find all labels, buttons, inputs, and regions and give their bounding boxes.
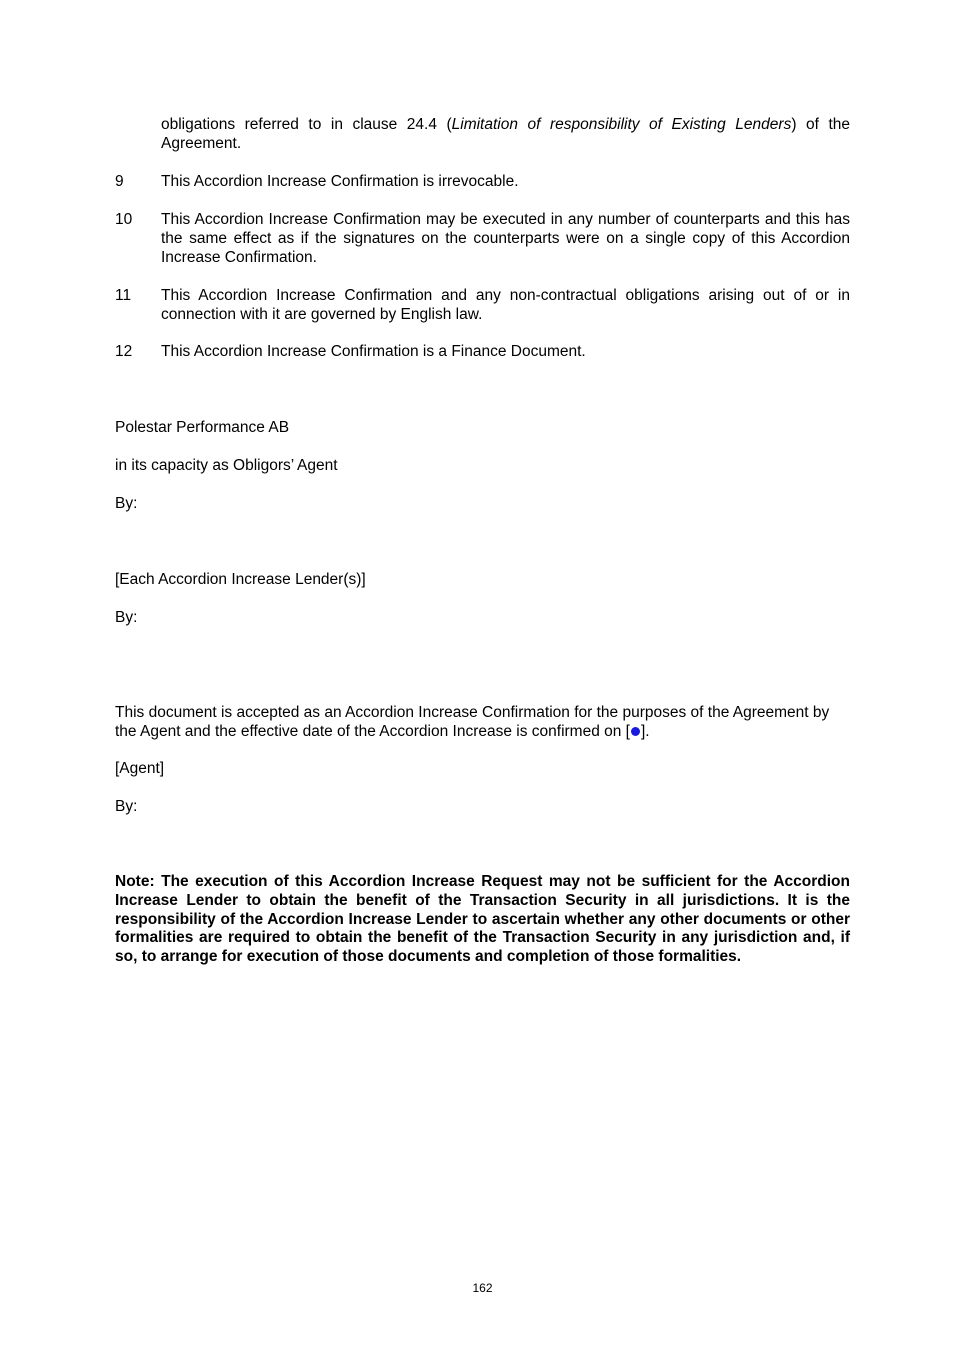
- acceptance-text: This document is accepted as an Accordion Increase Confirmation for the purposes of the Agreement by the Agent and the effective date of the Accordion Increase is confirmed on [: [115, 704, 830, 740]
- agent-by-label: By:: [115, 798, 138, 815]
- clause-text: This Accordion Increase Confirmation and any non-contractual obligations arising out of or in connection with it are governed by English law.: [161, 287, 850, 323]
- clause-text: This Accordion Increase Confirmation is irrevocable.: [161, 173, 519, 190]
- clause-number: 10: [115, 211, 133, 228]
- obligor-name: Polestar Performance AB: [115, 419, 290, 436]
- lender-by-label: By:: [115, 609, 138, 626]
- continuation-text-end: ) of the Agreement.: [161, 116, 851, 152]
- clause-number: 11: [115, 287, 132, 304]
- execution-note: Note: The execution of this Accordion Increase Request may not be sufficient for the Accordion Increase Lender to obtain the benefit of the Transaction Security in all jurisdictions. It is the responsibility of the Accordion Increase Lender to ascertain whether any other documents or other formalities are required to obtain the benefit of the Transaction Security in any jurisdiction and, if so, to arrange for execution of those documents and completion of those formalities.: [115, 873, 850, 966]
- clause-text: This Accordion Increase Confirmation is a Finance Document.: [161, 343, 586, 360]
- clause-text: This Accordion Increase Confirmation may be executed in any number of counterparts and this has the same effect as if the signatures on the counterparts were on a single copy of this Accordion Increase Confirmation.: [161, 211, 850, 266]
- agent-name: [Agent]: [115, 760, 165, 777]
- obligor-capacity: in its capacity as Obligors’ Agent: [115, 457, 338, 474]
- acceptance-paragraph: [115, 704, 850, 742]
- continuation-text: obligations referred to in clause 24.4 (: [161, 116, 452, 133]
- clause-number: 12: [115, 343, 133, 360]
- acceptance-text-end: ].: [641, 722, 650, 740]
- clause-number: 9: [115, 173, 124, 190]
- placeholder-bullet-icon: [631, 727, 640, 736]
- lender-name: [Each Accordion Increase Lender(s)]: [115, 571, 366, 588]
- page-number: 162: [472, 1281, 493, 1295]
- continuation-paragraph: [161, 116, 850, 154]
- clause-reference-title: Limitation of responsibility of Existing Lenders: [451, 116, 792, 133]
- obligor-by-label: By:: [115, 495, 138, 512]
